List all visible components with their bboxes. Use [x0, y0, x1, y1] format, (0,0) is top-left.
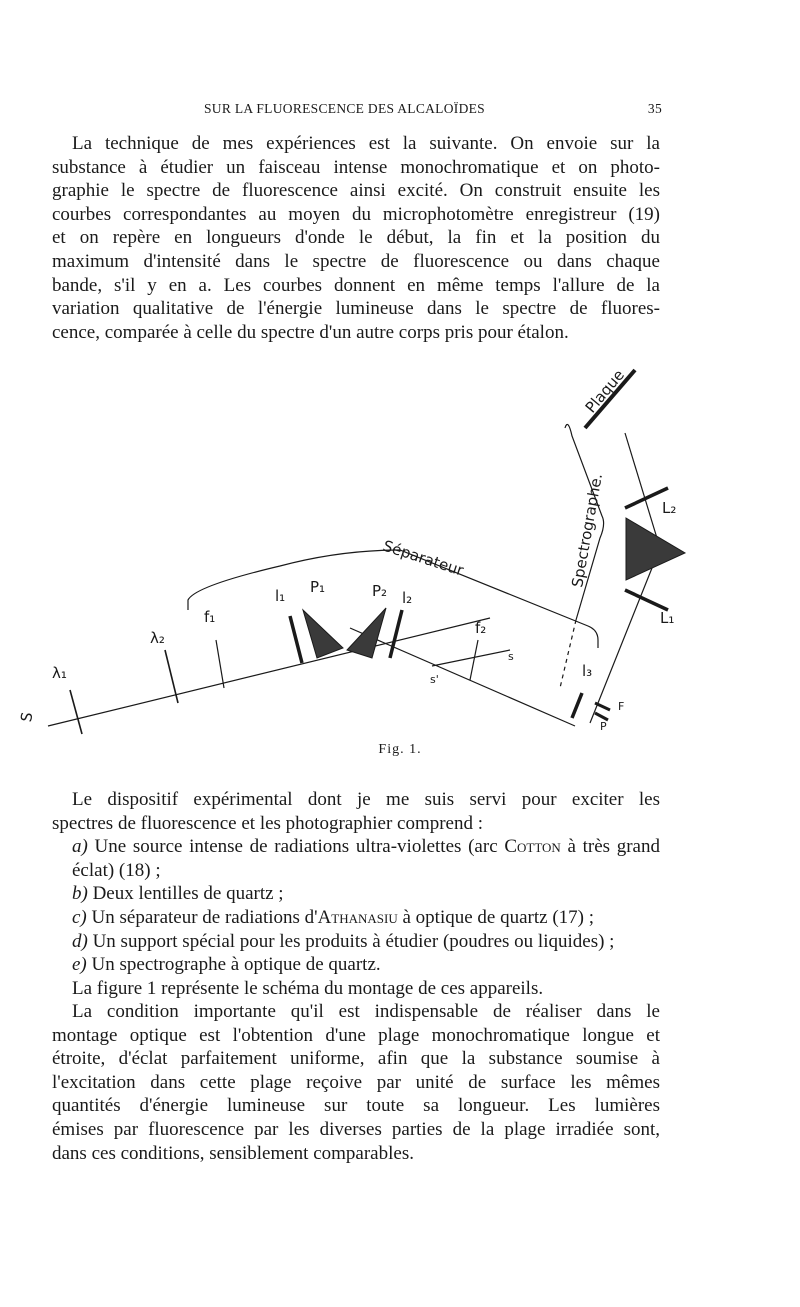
prism-P1: [303, 610, 343, 658]
label-s: s: [508, 650, 514, 663]
page-number: 35: [647, 101, 662, 116]
item-text: à très grand éclat) (18) ;: [72, 836, 660, 881]
label-P2: P₂: [372, 582, 388, 600]
figure-optical-setup: [17, 358, 700, 750]
text-line: La technique de mes expériences est la suivante. On envoie sur la: [72, 133, 660, 154]
text-line: montage optique est l'obtention d'une plage monochromatique longue et: [52, 1024, 660, 1046]
separateur-bracket: [188, 550, 598, 648]
text-line: graphie le spectre de fluorescence ainsi excité. On construit ensuite les: [52, 180, 660, 202]
figure-caption: Fig. 1.: [378, 742, 422, 757]
lens-l3: [572, 693, 582, 718]
optical-schematic: [17, 358, 700, 750]
list-item: [52, 835, 660, 882]
spectrographe-bracket-dashed: [560, 620, 576, 688]
item-text: Un séparateur de radiations d': [91, 906, 318, 928]
lens-l1: [290, 616, 302, 663]
paragraph-condition: [52, 1000, 660, 1165]
spectrograph-axis: [590, 548, 660, 723]
item-text: à optique de quartz (17) ;: [397, 906, 595, 928]
author-name: Athanasiu: [317, 906, 398, 928]
text-line: l'excitation dans cette plage reçoive par unité de surface les mêmes: [52, 1071, 660, 1093]
item-prefix: c): [72, 906, 87, 928]
label-separateur: Séparateur: [380, 536, 466, 580]
item-text: Un support spécial pour les produits à étudier (poudres ou liquides) ;: [92, 930, 615, 952]
list-item: [52, 953, 660, 977]
text-line: dans ces conditions, sensiblement comparables.: [52, 1142, 414, 1164]
slit-f2: [470, 640, 478, 680]
support-F: [595, 703, 610, 710]
item-prefix: d): [72, 930, 88, 952]
label-f2: f₂: [475, 619, 487, 637]
text-line: émises par fluorescence par les diverses parties de la plage irradiée sont,: [52, 1118, 660, 1140]
lens-lambda1: [70, 690, 82, 734]
label-l1: l₁: [275, 587, 286, 605]
label-lambda2: λ₂: [150, 629, 165, 647]
item-text: Un spectrographe à optique de quartz.: [91, 954, 381, 976]
label-P1: P₁: [310, 578, 326, 596]
text-line: quantités d'énergie lumineuse sur toute sa longueur. Les lumières: [52, 1095, 660, 1117]
label-s-prime: s': [430, 673, 439, 686]
list-item: [52, 906, 660, 930]
prism-spectrograph: [626, 518, 685, 580]
lens-l2: [390, 610, 402, 658]
text-line: Le dispositif expérimental dont je me suis servi pour exciter les: [72, 789, 660, 810]
text-line: courbes correspondantes au moyen du microphotomètre enregistreur (19): [52, 203, 660, 225]
label-lambda1: λ₁: [52, 664, 67, 682]
list-item: [52, 930, 660, 954]
label-plaque: Plaque: [581, 366, 629, 417]
label-S: S: [17, 710, 37, 724]
header-title: SUR LA FLUORESCENCE DES ALCALOÏDES: [204, 101, 485, 116]
text-line: La condition importante qu'il est indispensable de réaliser dans le: [72, 1001, 660, 1022]
prism-P2: [347, 608, 386, 658]
item-prefix: a): [72, 836, 88, 858]
label-L1-upper: L₁: [660, 609, 675, 627]
text-line: et on repère en longueurs d'onde le début, la fin et la position du: [52, 227, 660, 249]
item-text: Une source intense de radiations ultra-violettes (arc: [94, 836, 505, 858]
label-P: P: [600, 720, 607, 733]
author-name: Cotton: [504, 836, 561, 858]
text-line: variation qualitative de l'énergie lumineuse dans le spectre de fluores-: [52, 298, 660, 320]
label-F: F: [618, 700, 625, 713]
lens-L1: [625, 590, 668, 610]
text-line: bande, s'il y en a. Les courbes donnent en même temps l'allure de la: [52, 274, 660, 296]
text-line: spectres de fluorescence et les photographier comprend :: [52, 812, 484, 834]
label-L2-upper: L₂: [662, 499, 677, 517]
slit-f2-bar: [432, 650, 510, 666]
optical-axis-incident: [48, 618, 490, 726]
label-f1: f₁: [204, 608, 216, 626]
item-prefix: b): [72, 883, 88, 905]
paragraph-technique: [52, 132, 660, 344]
text-line: cence, comparée à celle du spectre d'un autre corps pris pour étalon.: [52, 321, 569, 343]
lens-lambda2: [165, 650, 178, 703]
label-l2: l₂: [402, 589, 413, 607]
text-line: maximum d'intensité dans le spectre de fluorescence ou dans chaque: [52, 250, 660, 272]
closing-line: La figure 1 représente le schéma du montage de ces appareils.: [72, 977, 544, 999]
support-P: [595, 713, 608, 720]
optical-axis-deviated: [350, 628, 575, 726]
list-item: [52, 882, 660, 906]
slit-f1: [216, 640, 224, 688]
paragraph-dispositif: [52, 788, 660, 1000]
label-spectrographe: Spectrographe.: [568, 471, 606, 589]
item-text: Deux lentilles de quartz ;: [92, 883, 284, 905]
text-line: substance à étudier un faisceau intense monochromatique et on photo-: [52, 156, 660, 178]
running-header: [52, 101, 662, 121]
item-prefix: e): [72, 954, 87, 976]
label-l3: l₃: [582, 662, 593, 680]
text-line: étroite, d'éclat parfaitement uniforme, afin que la substance soumise à: [52, 1048, 660, 1070]
